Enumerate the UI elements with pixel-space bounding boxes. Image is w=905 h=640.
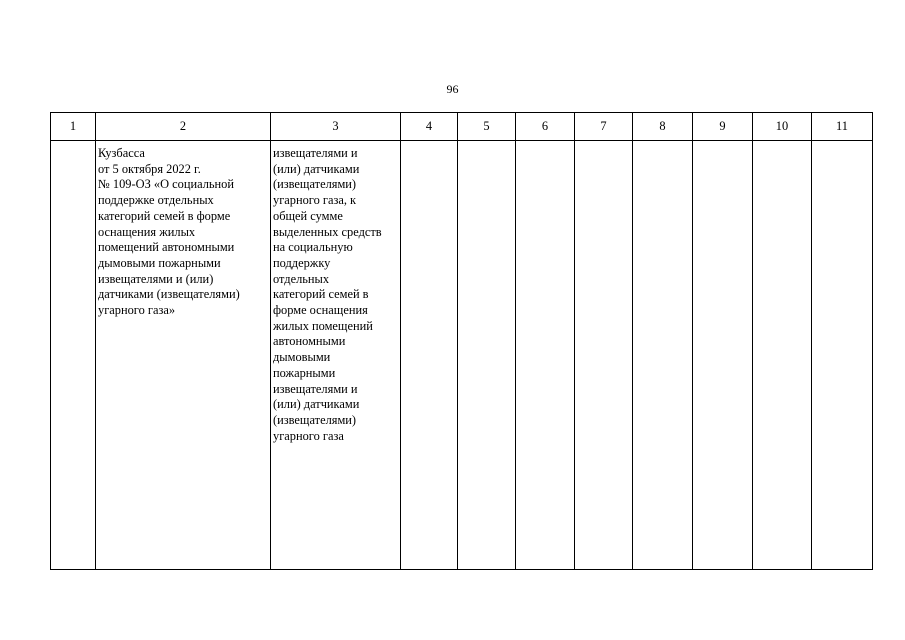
table-cell-col8 xyxy=(633,141,693,570)
column-header-10: 10 xyxy=(753,113,812,141)
column-header-7: 7 xyxy=(575,113,633,141)
column-header-2: 2 xyxy=(96,113,271,141)
column-header-6: 6 xyxy=(516,113,575,141)
table-header-row xyxy=(51,113,873,141)
column-header-9: 9 xyxy=(693,113,753,141)
column-header-5: 5 xyxy=(458,113,516,141)
table-cell-col5 xyxy=(458,141,516,570)
table-cell-col6 xyxy=(516,141,575,570)
column-header-4: 4 xyxy=(401,113,458,141)
table-cell-indicator-description: извещателями и (или) датчиками (извещателями) угарного газа, к общей сумме выделенных средств на социальную поддержку отдельных категорий семей в форме оснащения жилых помещений автономными дымовыми пожарными извещателями и (или) датчиками (извещателями) угарного газа xyxy=(271,141,401,570)
table-row xyxy=(51,141,873,570)
table-cell-law-reference: Кузбасса от 5 октября 2022 г. № 109-ОЗ «О социальной поддержке отдельных категорий семей в форме оснащения жилых помещений автономными дымовыми пожарными извещателями и (или) датчиками (извещателями) угарного газа» xyxy=(96,141,271,570)
column-header-11: 11 xyxy=(812,113,873,141)
page-number: 96 xyxy=(446,82,459,96)
table-cell-col10 xyxy=(753,141,812,570)
table-cell-col1 xyxy=(51,141,96,570)
column-header-1: 1 xyxy=(51,113,96,141)
table-cell-col4 xyxy=(401,141,458,570)
column-header-8: 8 xyxy=(633,113,693,141)
table-cell-col7 xyxy=(575,141,633,570)
column-header-3: 3 xyxy=(271,113,401,141)
data-table xyxy=(50,112,873,570)
table-cell-col9 xyxy=(693,141,753,570)
table-cell-col11 xyxy=(812,141,873,570)
